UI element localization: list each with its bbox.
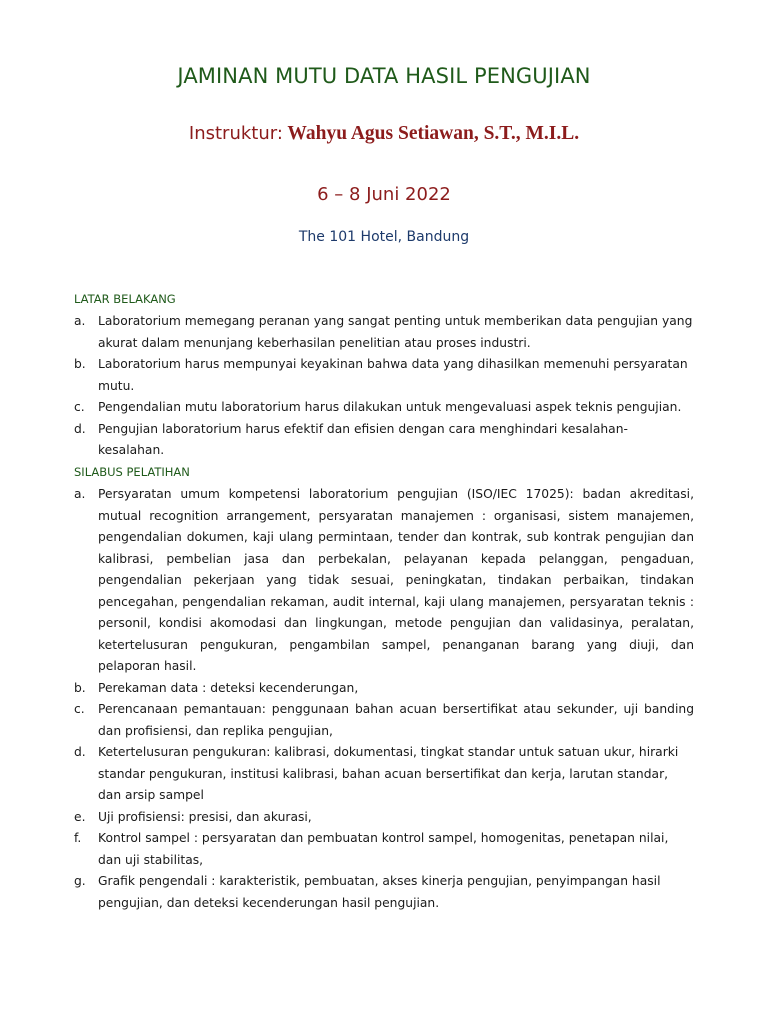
list-item-text: Laboratorium memegang peranan yang sangat penting untuk memberikan data pengujian yang akurat dalam menunjang keberhasilan penelitian atau proses industri. (98, 314, 693, 350)
list-item-text: Persyaratan umum kompetensi laboratorium pengujian (ISO/IEC 17025): badan akreditasi, mutual recognition arrangement, persyaratan manajemen : organisasi, sistem manajemen, pengendalian dokumen, kaji ulang permintaan, tender dan kontrak, sub kontrak pengujian dan kalibrasi, pembelian jasa dan perbekalan, pelayanan kepada pelanggan, pengaduan, pengendalian pekerjaan yang tidak sesuai, peningkatan, tindakan perbaikan, tindakan pencegahan, pengendalian rekaman, audit internal, kaji ulang manajemen, persyaratan teknis : personil, kondisi akomodasi dan lingkungan, metode pengujian dan validasinya, peralatan, ketertelusuran pengukuran, pengambilan sampel, penanganan barang yang diuji, dan pelaporan hasil. (98, 487, 694, 673)
list-item (74, 354, 694, 397)
list-marker: e. (74, 809, 86, 824)
list-item-text: Perekaman data : deteksi kecenderungan, (98, 680, 359, 695)
list-item-text: Pengendalian mutu laboratorium harus dilakukan untuk mengevaluasi aspek teknis pengujian. (98, 400, 682, 414)
list-item (74, 397, 694, 419)
list-item (74, 419, 694, 462)
list-marker: a. (74, 487, 86, 501)
latar-belakang-heading: LATAR BELAKANG (74, 292, 176, 306)
silabus-heading: SILABUS PELATIHAN (74, 465, 190, 479)
instructor-label: Instruktur: (188, 123, 283, 144)
list-marker: d. (74, 745, 86, 759)
list-item (74, 742, 694, 807)
list-item (74, 311, 694, 354)
list-marker: g. (74, 874, 86, 888)
instructor-name: Wahyu Agus Setiawan, S.T., M.I.L. (287, 123, 580, 144)
list-item-text: Ketertelusuran pengukuran: kalibrasi, dokumentasi, tingkat standar untuk satuan ukur, hirarki standar pengukuran, institusi kalibrasi, bahan acuan bersertifikat dan kerja, larutan standar, dan arsip sampel (98, 745, 679, 802)
instructor-line (0, 123, 768, 145)
list-item-text: Pengujian laboratorium harus efektif dan efisien dengan cara menghindari kesalahan-kesalahan. (98, 421, 628, 457)
list-marker: b. (74, 680, 86, 695)
list-item (74, 699, 694, 742)
event-date: 6 – 8 Juni 2022 (317, 184, 451, 205)
list-marker: c. (74, 702, 85, 716)
list-item-text: Grafik pengendali : karakteristik, pembuatan, akses kinerja pengujian, penyimpangan hasil pengujian, dan deteksi kecenderungan hasil pengujian. (98, 874, 661, 910)
latar-belakang-list (74, 311, 694, 462)
list-item (74, 807, 694, 829)
list-item-text: Laboratorium harus mempunyai keyakinan bahwa data yang dihasilkan memenuhi persyaratan mutu. (98, 357, 688, 393)
list-item (74, 828, 694, 871)
list-item (74, 871, 694, 914)
list-item-text: Perencanaan pemantauan: penggunaan bahan acuan bersertifikat atau sekunder, uji banding dan profisiensi, dan replika pengujian, (98, 702, 694, 738)
list-item-text: Uji profisiensi: presisi, dan akurasi, (98, 809, 312, 824)
list-marker: d. (74, 421, 86, 436)
list-item (74, 484, 694, 678)
event-venue: The 101 Hotel, Bandung (298, 229, 470, 245)
list-item (74, 678, 694, 700)
document-title: JAMINAN MUTU DATA HASIL PENGUJIAN (177, 64, 591, 88)
list-item-text: Kontrol sampel : persyaratan dan pembuatan kontrol sampel, homogenitas, penetapan nilai, dan uji stabilitas, (98, 831, 669, 867)
list-marker: c. (74, 400, 85, 414)
silabus-list (74, 484, 694, 914)
list-marker: b. (74, 357, 86, 371)
list-marker: f. (74, 831, 82, 845)
list-marker: a. (74, 314, 86, 328)
